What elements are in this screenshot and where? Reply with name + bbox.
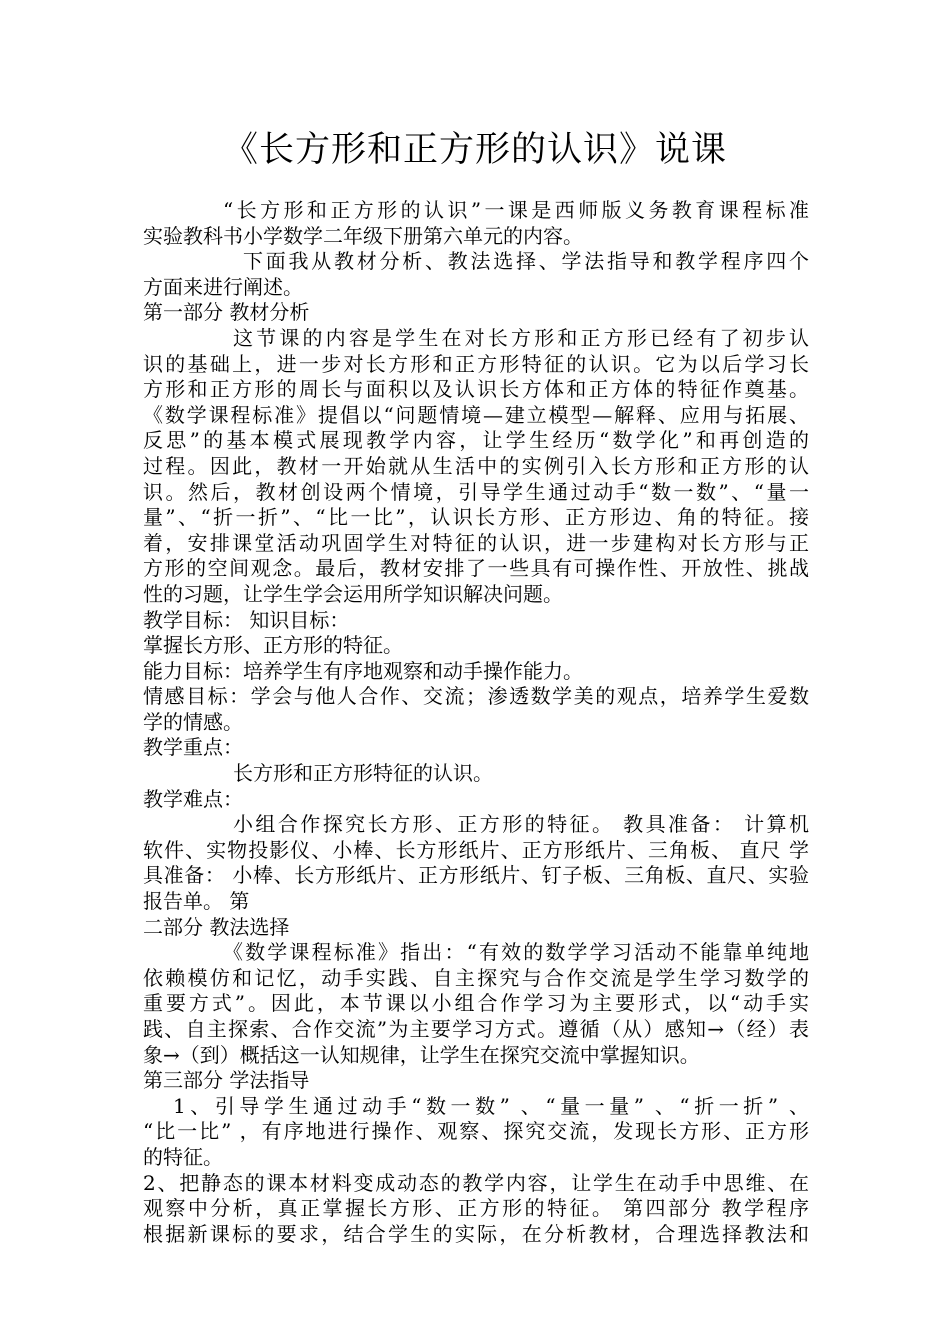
body-line: 过程。因此，教材一开始就从生活中的实例引入长方形和正方形的认 xyxy=(143,453,809,478)
body-line: 第三部分 学法指导 xyxy=(143,1068,310,1093)
body-line: 1、引导学生通过动手“数一数” 、“量一量” 、“折一折” 、 xyxy=(173,1093,809,1118)
body-line: 这节课的内容是学生在对长方形和正方形已经有了初步认 xyxy=(233,325,809,350)
body-line: 下面我从教材分析、教法选择、学法指导和教学程序四个 xyxy=(243,249,809,274)
body-line: 长方形和正方形特征的认识。 xyxy=(233,761,493,786)
body-line: 践、自主探索、合作交流”为主要学习方式。遵循（从）感知→（经）表 xyxy=(143,1017,809,1041)
body-line: 教学难点： xyxy=(143,786,243,811)
body-line: 情感目标：学会与他人合作、交流；渗透数学美的观点，培养学生爱数 xyxy=(143,684,809,709)
body-line: 实验教科书小学数学二年级下册第六单元的内容。 xyxy=(143,223,583,248)
body-line: 《数学课程标准》提倡以“问题情境—建立模型—解释、应用与拓展、 xyxy=(143,402,809,427)
body-line: 根据新课标的要求，结合学生的实际，在分析教材，合理选择教法和 xyxy=(143,1221,809,1246)
body-line: 方形的空间观念。最后，教材安排了一些具有可操作性、开放性、挑战 xyxy=(143,556,809,581)
body-line: 教学目标： 知识目标： xyxy=(143,607,350,632)
body-line: 象→（到）概括这一认知规律，让学生在探究交流中掌握知识。 xyxy=(143,1042,700,1067)
body-line: 性的习题，让学生学会运用所学知识解决问题。 xyxy=(143,581,563,606)
body-line: 小组合作探究长方形、正方形的特征。 教具准备： 计算机 xyxy=(233,812,809,837)
body-line: 能力目标：培养学生有序地观察和动手操作能力。 xyxy=(143,658,583,683)
body-line: 报告单。 第 xyxy=(143,889,250,914)
body-line: 二部分 教法选择 xyxy=(143,914,290,939)
body-line: 教学重点： xyxy=(143,735,243,760)
body-line: “比一比” ，有序地进行操作、观察、探究交流，发现长方形、正方形 xyxy=(143,1119,809,1144)
body-line: 识的基础上，进一步对长方形和正方形特征的认识。它为以后学习长 xyxy=(143,351,809,376)
body-line: 观察中分析，真正掌握长方形、正方形的特征。 第四部分 教学程序 xyxy=(143,1196,809,1221)
body-line: 软件、实物投影仪、小棒、长方形纸片、正方形纸片、三角板、 直尺 学 xyxy=(143,837,809,862)
body-line: 方形和正方形的周长与面积以及认识长方体和正方体的特征作奠基。 xyxy=(143,377,809,402)
body-line: 的特征。 xyxy=(143,1144,223,1169)
body-line: “长方形和正方形的认识”一课是西师版义务教育课程标准 xyxy=(223,198,809,222)
body-line: 识。然后，教材创设两个情境，引导学生通过动手“数一数”、“量一 xyxy=(143,479,809,504)
body-line: 方面来进行阐述。 xyxy=(143,274,303,299)
body-line: 依赖模仿和记忆，动手实践、自主探究与合作交流是学生学习数学的 xyxy=(143,965,809,990)
document-title: 《长方形和正方形的认识》说课 xyxy=(222,130,727,170)
body-line: 反思”的基本模式展现教学内容，让学生经历“数学化”和再创造的 xyxy=(143,428,809,453)
body-line: 量”、“折一折”、“比一比”，认识长方形、正方形边、角的特征。接 xyxy=(143,505,809,530)
body-line: 第一部分 教材分析 xyxy=(143,300,310,325)
body-line: 重要方式”。因此，本节课以小组合作学习为主要形式，以“动手实 xyxy=(143,991,809,1016)
body-line: 学的情感。 xyxy=(143,709,243,734)
document-body xyxy=(143,198,809,1247)
body-line: 掌握长方形、正方形的特征。 xyxy=(143,633,403,658)
body-line: 2、把静态的课本材料变成动态的教学内容，让学生在动手中思维、在 xyxy=(143,1170,809,1195)
body-line: 《数学课程标准》指出：“有效的数学学习活动不能靠单纯地 xyxy=(223,940,809,965)
body-line: 具准备： 小棒、长方形纸片、正方形纸片、钉子板、三角板、直尺、实验 xyxy=(143,863,809,888)
body-line: 着，安排课堂活动巩固学生对特征的认识，进一步建构对长方形与正 xyxy=(143,530,809,555)
